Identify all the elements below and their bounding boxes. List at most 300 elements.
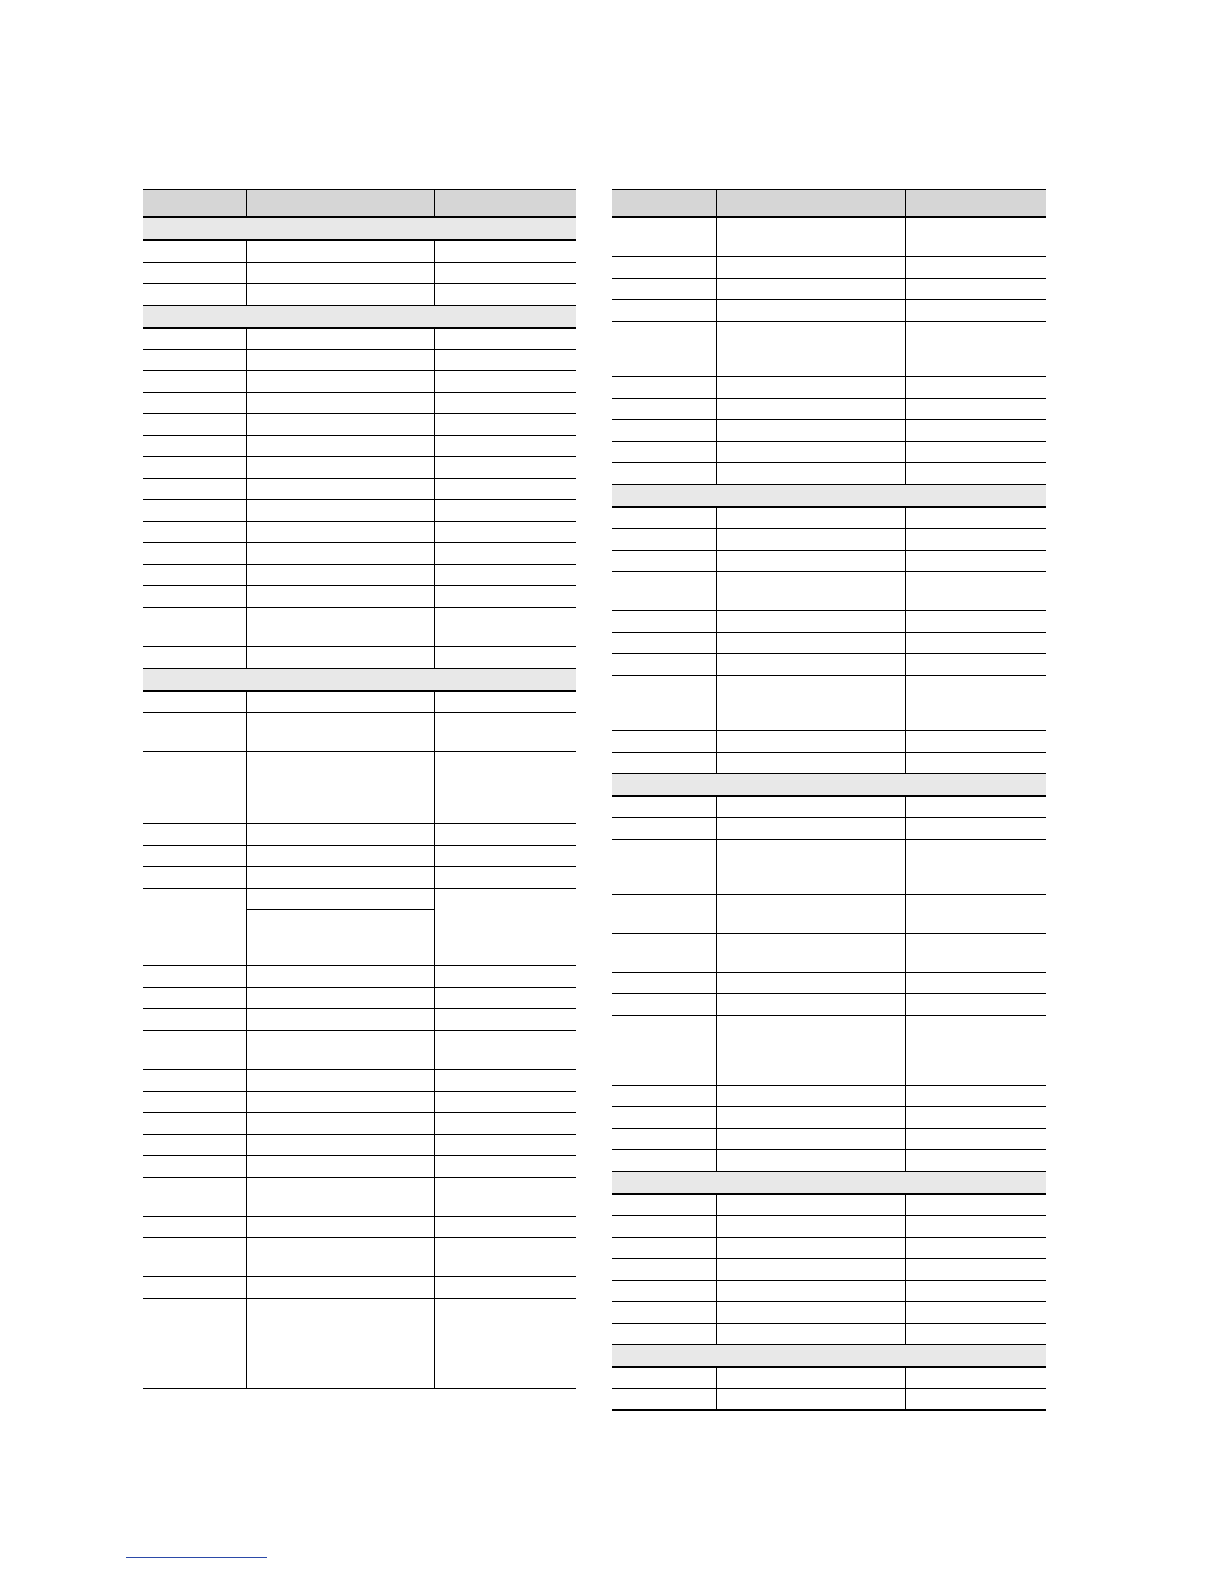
table-row [143, 500, 576, 522]
table-cell [612, 633, 716, 653]
table-row [612, 934, 1046, 973]
table-row [143, 393, 576, 414]
table-cell [612, 676, 716, 730]
table-cell [143, 393, 246, 413]
table-cell [434, 522, 576, 542]
table-cell [905, 551, 1046, 571]
table-row [143, 414, 576, 436]
table-cell [143, 371, 246, 392]
table-cell [246, 1277, 434, 1298]
table-row [143, 1238, 576, 1277]
table-cell [143, 586, 246, 607]
table-cell [905, 934, 1046, 972]
table-cell [612, 1129, 716, 1149]
table-row [612, 399, 1046, 420]
table-cell [716, 1238, 905, 1258]
table-cell [716, 1259, 905, 1280]
table-cell [612, 279, 716, 299]
table-cell [905, 300, 1046, 321]
table-cell [143, 436, 246, 456]
table-row [143, 543, 576, 565]
table-row [612, 551, 1046, 572]
table-cell [612, 218, 716, 256]
table-cell [716, 994, 905, 1015]
section-row [143, 669, 576, 692]
table-cell [716, 840, 905, 894]
table-cell [434, 393, 576, 413]
table-cell [905, 1150, 1046, 1171]
table-cell [612, 1238, 716, 1258]
table-row [143, 966, 576, 988]
table-row [143, 284, 576, 306]
table-cell [612, 973, 716, 993]
table-cell [716, 753, 905, 773]
table-row [612, 508, 1046, 529]
table-row [612, 463, 1046, 485]
sub-cell [247, 889, 434, 910]
table-cell [716, 572, 905, 610]
table-cell [246, 1156, 434, 1177]
table-cell [143, 284, 246, 305]
table-cell [905, 973, 1046, 993]
table-cell [143, 1299, 246, 1388]
table-cell [716, 818, 905, 839]
table-row [143, 1277, 576, 1299]
table-cell [612, 377, 716, 398]
table-cell [143, 263, 246, 283]
table-row [143, 522, 576, 543]
table-cell [434, 846, 576, 866]
table-cell [246, 1217, 434, 1237]
table-cell [246, 241, 434, 262]
table-row [612, 529, 1046, 551]
table-cell [434, 329, 576, 349]
table-cell [716, 1107, 905, 1128]
table-cell [905, 1302, 1046, 1323]
table-cell [434, 1092, 576, 1112]
table-cell [246, 1009, 434, 1030]
table-cell [905, 1389, 1046, 1409]
table-cell [716, 1281, 905, 1301]
table-cell [612, 551, 716, 571]
table-cell [716, 934, 905, 972]
table-cell [434, 586, 576, 607]
table-cell [434, 988, 576, 1008]
section-row [612, 485, 1046, 508]
table-cell [143, 543, 246, 564]
table-row [143, 263, 576, 284]
table-cell [434, 371, 576, 392]
table-row [612, 1129, 1046, 1150]
table-row [612, 994, 1046, 1016]
table-cell [246, 565, 434, 585]
table-cell [612, 529, 716, 550]
table-cell [143, 565, 246, 585]
table-row [612, 797, 1046, 818]
table-row [143, 1113, 576, 1135]
table-row [143, 1217, 576, 1238]
table-cell [246, 1092, 434, 1112]
table-row [612, 279, 1046, 300]
table-cell [246, 1135, 434, 1155]
table-cell [246, 436, 434, 456]
footnote-rule [126, 1557, 267, 1558]
table-cell [905, 572, 1046, 610]
table-cell [612, 508, 716, 528]
table-cell [612, 463, 716, 484]
table-row [612, 572, 1046, 611]
table-row [612, 1150, 1046, 1172]
table-row [612, 633, 1046, 654]
table-cell [246, 414, 434, 435]
table-cell [434, 752, 576, 823]
table-cell [905, 529, 1046, 550]
table-row [612, 322, 1046, 377]
table-row [143, 1135, 576, 1156]
table-cell [246, 586, 434, 607]
table-cell [716, 1302, 905, 1323]
table-cell [612, 1389, 716, 1409]
table-cell [716, 399, 905, 419]
table-row [143, 647, 576, 669]
header-cell-2 [246, 190, 434, 216]
table-cell [716, 300, 905, 321]
table-cell [434, 966, 576, 987]
table-cell [143, 522, 246, 542]
table-cell [434, 1113, 576, 1134]
table-row [143, 1156, 576, 1178]
table-row [612, 1016, 1046, 1086]
table-cell [246, 752, 434, 823]
table-cell [716, 1129, 905, 1149]
table-row [143, 586, 576, 608]
table-cell [434, 543, 576, 564]
table-row [143, 608, 576, 647]
table-cell [716, 1389, 905, 1409]
table-cell [143, 846, 246, 866]
table-cell [143, 1238, 246, 1276]
table-row [612, 818, 1046, 840]
table-cell [716, 1086, 905, 1106]
table-cell [905, 1259, 1046, 1280]
table-cell [246, 393, 434, 413]
table-cell [246, 1113, 434, 1134]
table-cell [612, 1216, 716, 1237]
table-row [143, 846, 576, 867]
table-cell [434, 889, 576, 965]
table-cell [434, 436, 576, 456]
table-cell [143, 1135, 246, 1155]
table-cell [612, 818, 716, 839]
table-cell [716, 1216, 905, 1237]
table-cell [434, 457, 576, 478]
table-row [612, 1281, 1046, 1302]
table-cell [612, 1195, 716, 1215]
table-cell [716, 551, 905, 571]
table-row [612, 1195, 1046, 1216]
table-cell [434, 608, 576, 646]
table-cell [143, 1178, 246, 1216]
table-cell [246, 988, 434, 1008]
table-cell [434, 824, 576, 845]
table-row [143, 565, 576, 586]
table-cell [246, 1238, 434, 1276]
table-cell [143, 692, 246, 712]
table-cell [246, 479, 434, 499]
table-row [143, 350, 576, 371]
table-cell [716, 1324, 905, 1344]
table-row [612, 420, 1046, 442]
table-cell [246, 692, 434, 712]
table-cell [143, 479, 246, 499]
table-cell [434, 1070, 576, 1091]
table-cell [246, 263, 434, 283]
table-cell [716, 508, 905, 528]
table-cell [905, 1368, 1046, 1388]
table-row [612, 973, 1046, 994]
header-cell-2 [716, 190, 905, 216]
table-cell [434, 1156, 576, 1177]
table-row [143, 371, 576, 393]
table-cell [612, 895, 716, 933]
table-cell [716, 1368, 905, 1388]
table-cell [246, 889, 434, 965]
table-cell [612, 1324, 716, 1344]
table-cell [143, 752, 246, 823]
table-cell [905, 818, 1046, 839]
table-cell [143, 608, 246, 646]
table-cell [612, 300, 716, 321]
table-cell [246, 284, 434, 305]
table-cell [246, 966, 434, 987]
table-cell [716, 529, 905, 550]
table-row [143, 692, 576, 713]
table-cell [716, 654, 905, 675]
table-row [143, 241, 576, 263]
table-cell [905, 797, 1046, 817]
table-cell [905, 840, 1046, 894]
table-row [612, 731, 1046, 753]
table-cell [716, 1150, 905, 1171]
table-cell [143, 824, 246, 845]
table-cell [612, 654, 716, 675]
table-row [612, 300, 1046, 322]
table-row [612, 676, 1046, 731]
table-cell [434, 414, 576, 435]
table-cell [905, 377, 1046, 398]
table-cell [434, 565, 576, 585]
table-row [143, 1009, 576, 1031]
section-row [612, 774, 1046, 797]
table-cell [612, 399, 716, 419]
section-row [612, 1345, 1046, 1368]
table-row [612, 1107, 1046, 1129]
section-row [143, 218, 576, 241]
table-cell [905, 633, 1046, 653]
section-row [143, 306, 576, 329]
table-cell [612, 1368, 716, 1388]
table-row [143, 1299, 576, 1389]
table-cell [434, 1238, 576, 1276]
table-cell [905, 994, 1046, 1015]
table-cell [905, 1195, 1046, 1215]
table-cell [716, 442, 905, 462]
table-cell [143, 457, 246, 478]
table-cell [434, 241, 576, 262]
table-row [612, 1086, 1046, 1107]
table-cell [905, 1216, 1046, 1237]
table-cell [434, 713, 576, 751]
table-cell [434, 1135, 576, 1155]
table-cell [716, 895, 905, 933]
table-cell [612, 731, 716, 752]
table-cell [143, 867, 246, 888]
table-cell [143, 500, 246, 521]
table-cell [434, 284, 576, 305]
table-cell [143, 713, 246, 751]
table-cell [716, 973, 905, 993]
table-cell [612, 1281, 716, 1301]
table-cell [716, 257, 905, 278]
table-cell [905, 611, 1046, 632]
table-cell [905, 218, 1046, 256]
left-table [143, 189, 576, 1389]
table-cell [905, 1238, 1046, 1258]
table-cell [905, 322, 1046, 376]
table-cell [716, 797, 905, 817]
table-row [143, 752, 576, 824]
table-cell [905, 1107, 1046, 1128]
table-cell [612, 1107, 716, 1128]
table-header-row [612, 190, 1046, 218]
table-row [143, 867, 576, 889]
table-row [612, 218, 1046, 257]
table-cell [905, 731, 1046, 752]
table-row [143, 457, 576, 479]
table-cell [612, 840, 716, 894]
table-cell [905, 257, 1046, 278]
table-row [612, 654, 1046, 676]
table-cell [246, 1031, 434, 1069]
table-cell [246, 867, 434, 888]
table-cell [612, 322, 716, 376]
table-cell [143, 1277, 246, 1298]
table-cell [612, 797, 716, 817]
section-row [612, 1172, 1046, 1195]
table-cell [246, 543, 434, 564]
table-cell [434, 1178, 576, 1216]
table-cell [143, 647, 246, 668]
table-cell [905, 442, 1046, 462]
table-cell [716, 377, 905, 398]
table-cell [716, 279, 905, 299]
table-cell [905, 1281, 1046, 1301]
right-table [612, 189, 1046, 1411]
table-row [143, 436, 576, 457]
table-cell [612, 572, 716, 610]
table-row [612, 1216, 1046, 1238]
table-cell [716, 322, 905, 376]
table-cell [612, 420, 716, 441]
header-cell-1 [143, 190, 246, 216]
table-cell [612, 1302, 716, 1323]
table-cell [612, 257, 716, 278]
table-cell [716, 731, 905, 752]
table-cell [246, 522, 434, 542]
table-cell [143, 350, 246, 370]
table-cell [143, 1092, 246, 1112]
table-cell [143, 966, 246, 987]
table-cell [246, 457, 434, 478]
table-cell [143, 988, 246, 1008]
table-row [143, 1092, 576, 1113]
table-row [143, 988, 576, 1009]
table-cell [612, 1086, 716, 1106]
table-cell [434, 692, 576, 712]
table-header-row [143, 190, 576, 218]
table-cell [246, 647, 434, 668]
table-cell [434, 1277, 576, 1298]
table-cell [246, 1178, 434, 1216]
table-cell [905, 753, 1046, 773]
table-row [143, 824, 576, 846]
table-cell [716, 676, 905, 730]
table-row [143, 479, 576, 500]
table-cell [612, 753, 716, 773]
table-cell [905, 1129, 1046, 1149]
table-cell [434, 1299, 576, 1388]
table-row [143, 329, 576, 350]
table-cell [612, 1016, 716, 1085]
table-cell [246, 824, 434, 845]
table-row [612, 1324, 1046, 1345]
header-cell-1 [612, 190, 716, 216]
table-cell [905, 676, 1046, 730]
table-cell [612, 934, 716, 972]
header-cell-3 [905, 190, 1046, 216]
table-cell [143, 1070, 246, 1091]
table-cell [612, 1259, 716, 1280]
table-row [612, 1259, 1046, 1281]
table-cell [434, 479, 576, 499]
table-cell [905, 279, 1046, 299]
table-row [143, 713, 576, 752]
table-cell [905, 399, 1046, 419]
table-cell [143, 1113, 246, 1134]
table-row [612, 442, 1046, 463]
table-cell [612, 611, 716, 632]
table-cell [143, 1217, 246, 1237]
table-cell [905, 1016, 1046, 1085]
table-cell [143, 414, 246, 435]
table-row [612, 611, 1046, 633]
table-cell [434, 1217, 576, 1237]
table-cell [612, 1150, 716, 1171]
table-cell [143, 329, 246, 349]
table-cell [246, 713, 434, 751]
table-cell [612, 994, 716, 1015]
table-cell [143, 241, 246, 262]
table-cell [434, 647, 576, 668]
table-cell [246, 329, 434, 349]
table-cell [246, 350, 434, 370]
table-cell [246, 1299, 434, 1388]
table-cell [246, 846, 434, 866]
table-cell [143, 1156, 246, 1177]
table-cell [905, 1086, 1046, 1106]
table-row-split [143, 889, 576, 966]
table-row [612, 840, 1046, 895]
